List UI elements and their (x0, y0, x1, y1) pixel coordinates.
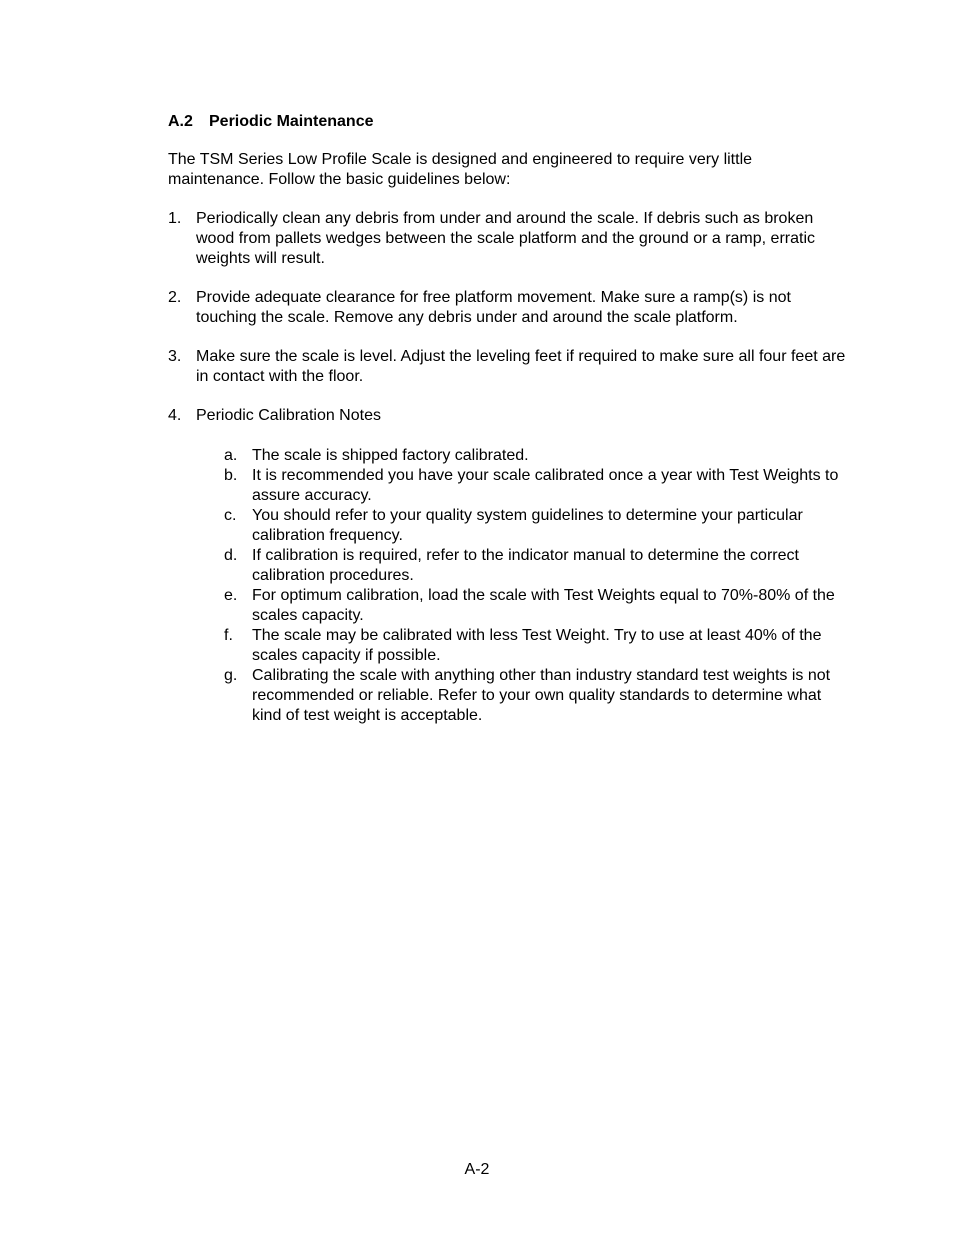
sublist-item (224, 626, 848, 666)
sublist-item (224, 586, 848, 626)
list-item-number: 4. (168, 407, 182, 424)
sublist-item-text: If calibration is required, refer to the indicator manual to determine the correct calibration procedures. (252, 547, 799, 584)
list-item (168, 347, 848, 387)
list-item (168, 209, 848, 269)
sublist-item-letter: f. (224, 627, 233, 644)
calibration-notes-list (224, 446, 848, 726)
sublist-item-letter: a. (224, 447, 238, 464)
list-item-number: 2. (168, 289, 182, 306)
list-item-text: Periodic Calibration Notes (196, 407, 381, 424)
document-page (168, 112, 848, 745)
sublist-item-letter: d. (224, 547, 238, 564)
list-item-text: Periodically clean any debris from under and around the scale. If debris such as broken wood from pallets wedges between the scale platform and the ground or a ramp, erratic weights will result. (196, 210, 815, 267)
section-title: Periodic Maintenance (209, 113, 374, 130)
sublist-item-text: You should refer to your quality system guidelines to determine your particular calibration frequency. (252, 507, 803, 544)
sublist-item-text: The scale may be calibrated with less Test Weight. Try to use at least 40% of the scales capacity if possible. (252, 627, 822, 664)
list-item-number: 3. (168, 348, 182, 365)
sublist-item (224, 666, 848, 726)
sublist-item-letter: c. (224, 507, 237, 524)
sublist-item-text: Calibrating the scale with anything other than industry standard test weights is not recommended or reliable. Refer to your own quality standards to determine what kind of test weight is acceptable. (252, 667, 831, 724)
list-item (168, 406, 848, 726)
intro-paragraph: The TSM Series Low Profile Scale is designed and engineered to require very little maintenance. Follow the basic guidelines below: (168, 151, 753, 188)
sublist-item-letter: g. (224, 667, 238, 684)
section-heading (168, 112, 848, 132)
list-item-text: Make sure the scale is level. Adjust the leveling feet if required to make sure all four feet are in contact with the floor. (196, 348, 846, 385)
list-item-body (196, 406, 848, 726)
sublist-item-text: For optimum calibration, load the scale with Test Weights equal to 70%-80% of the scales capacity. (252, 587, 835, 624)
section-number: A.2 (168, 113, 193, 130)
sublist-item (224, 506, 848, 546)
list-item (168, 288, 848, 328)
page-number: A-2 (464, 1161, 490, 1178)
sublist-item-text: It is recommended you have your scale calibrated once a year with Test Weights to assure accuracy. (252, 467, 839, 504)
sublist-item (224, 466, 848, 506)
sublist-item (224, 546, 848, 586)
list-item-text: Provide adequate clearance for free platform movement. Make sure a ramp(s) is not touching the scale. Remove any debris under and around the scale platform. (196, 289, 791, 326)
sublist-item-letter: e. (224, 587, 238, 604)
sublist-item (224, 446, 848, 466)
list-item-number: 1. (168, 210, 182, 227)
sublist-item-letter: b. (224, 467, 238, 484)
maintenance-list (168, 209, 848, 726)
sublist-item-text: The scale is shipped factory calibrated. (252, 447, 529, 464)
